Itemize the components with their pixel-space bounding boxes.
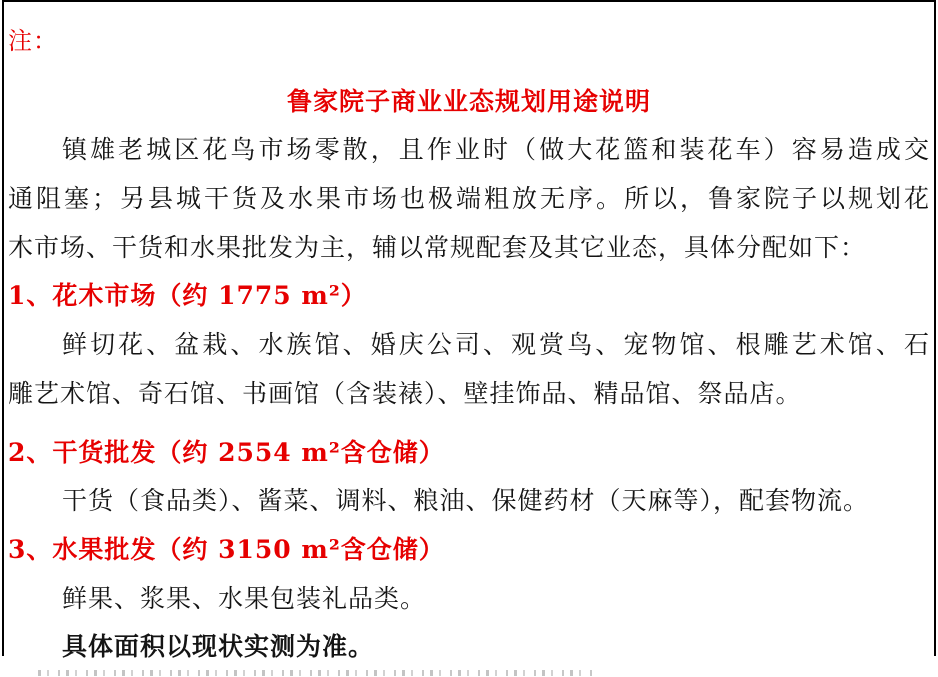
section-3-heading: 3、水果批发（约 3150 m²含仓储） bbox=[8, 534, 445, 564]
intro-paragraph-line-1: 镇雄老城区花鸟市场零散，且作业时（做大花篮和装花车）容易造成交 bbox=[62, 135, 930, 165]
section-3-body-line-1: 鲜果、浆果、水果包装礼品类。 bbox=[62, 583, 427, 613]
cutoff-text-fragment bbox=[38, 670, 598, 676]
intro-paragraph-line-3: 木市场、干货和水果批发为主，辅以常规配套及其它业态，具体分配如下： bbox=[8, 232, 867, 262]
section-2-body-line-1: 干货（食品类）、酱菜、调料、粮油、保健药材（天麻等），配套物流。 bbox=[62, 486, 870, 516]
note-label: 注： bbox=[8, 27, 58, 55]
section-1-body-line-1: 鲜切花、盆栽、水族馆、婚庆公司、观赏鸟、宠物馆、根雕艺术馆、石 bbox=[62, 330, 930, 360]
section-1-heading: 1、花木市场（约 1775 m²） bbox=[8, 281, 367, 311]
document-title: 鲁家院子商业业态规划用途说明 bbox=[286, 86, 651, 116]
footer-measurement-note: 具体面积以现状实测为准。 bbox=[62, 632, 375, 662]
section-1-body-line-2: 雕艺术馆、奇石馆、书画馆（含装裱）、壁挂饰品、精品馆、祭品店。 bbox=[8, 378, 802, 408]
intro-paragraph-line-2: 通阻塞；另县城干货及水果市场也极端粗放无序。所以，鲁家院子以规划花 bbox=[8, 184, 930, 214]
section-2-heading: 2、干货批发（约 2554 m²含仓储） bbox=[8, 437, 445, 467]
document-note-cell bbox=[2, 0, 936, 662]
